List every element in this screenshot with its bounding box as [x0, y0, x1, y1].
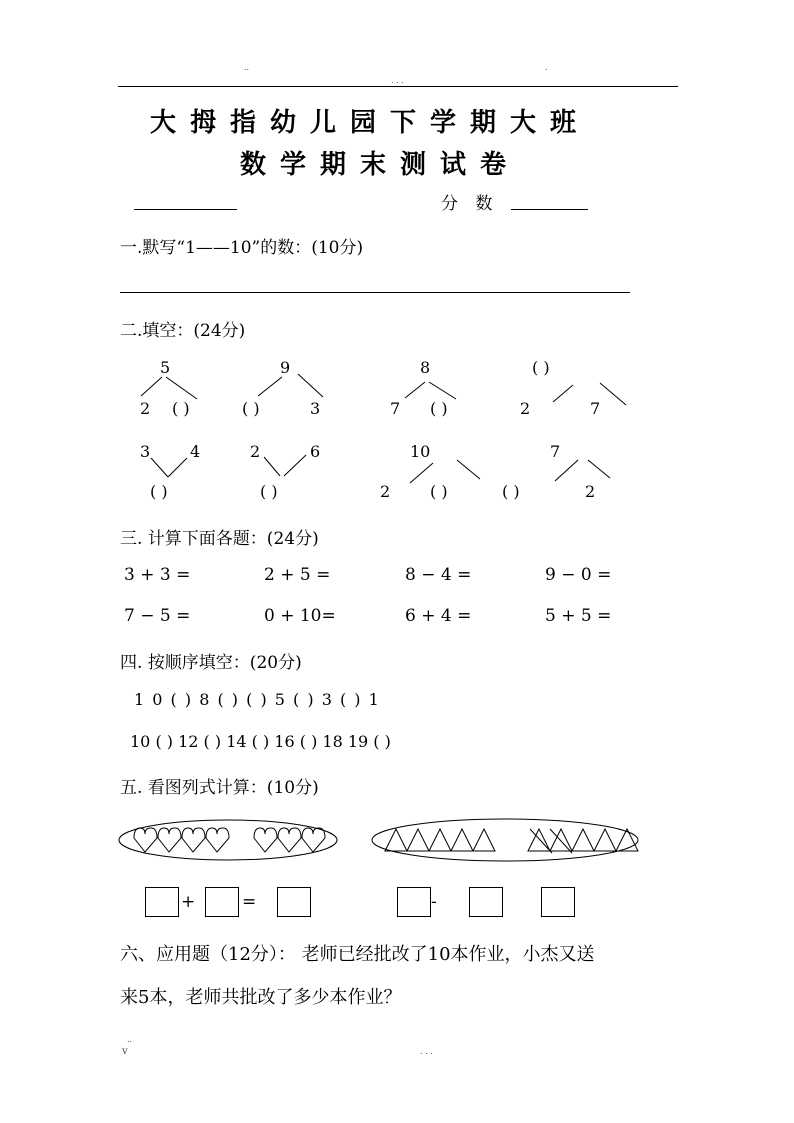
tree1-branch-right	[166, 377, 197, 399]
tree2-left: ( )	[242, 399, 260, 418]
tree2-branch-left	[258, 377, 282, 396]
word-problem-line1: 六、应用题（12分）： 老师已经批改了10本作业，小杰又送	[120, 944, 595, 965]
triangles-group	[385, 829, 638, 853]
triangles-oval	[372, 819, 638, 861]
footer-dots-mid: . . .	[420, 1047, 433, 1056]
sequence-row1: 1 0 ( ) 8 ( ) ( ) 5 ( ) 3 ( ) 1	[134, 690, 379, 709]
sequence-row2: 10 ( ) 12 ( ) 14 ( ) 16 ( ) 18 19 ( )	[130, 732, 391, 751]
tree8-top: 7	[550, 442, 561, 461]
tree2-top: 9	[280, 358, 291, 377]
calc-1: 3 + 3 =	[124, 565, 191, 585]
tree7-branch-left	[410, 463, 433, 483]
calc-2: 2 + 5 =	[264, 565, 331, 585]
calc-5: 7 − 5 =	[124, 606, 191, 626]
calc-3: 8 − 4 =	[405, 565, 472, 585]
calc-4: 9 − 0 =	[545, 565, 612, 585]
header-dots-left: ..	[244, 63, 250, 72]
tree8-right: 2	[585, 482, 596, 501]
tree2-branch-right	[298, 374, 323, 397]
triangle-icon	[616, 829, 638, 851]
calc-8: 5 + 5 =	[545, 606, 612, 626]
triangle-icon	[473, 829, 495, 851]
section4-heading: 四. 按顺序填空：(20分)	[120, 653, 302, 673]
section3-heading: 三. 计算下面各题：(24分)	[120, 529, 319, 549]
tree5-branch-left	[151, 458, 168, 477]
tree1-left: 2	[140, 399, 151, 418]
tree4-left: 2	[520, 399, 531, 418]
heart-icon	[254, 828, 277, 852]
tree1-right: ( )	[172, 399, 190, 418]
heart-icon	[134, 828, 157, 852]
heart-icon	[206, 828, 229, 852]
footer-mark-v: v	[122, 1046, 128, 1057]
section2-heading: 二.填空：(24分)	[120, 321, 246, 341]
heart-icon	[158, 828, 181, 852]
calc-7: 6 + 4 =	[405, 606, 472, 626]
tree5-left: 3	[140, 442, 151, 461]
tree6-bottom: ( )	[260, 482, 278, 501]
section1-heading: 一.默写“1——10”的数：(10分)	[120, 238, 364, 258]
minus-sign: -	[431, 892, 437, 912]
tree7-right: ( )	[430, 482, 448, 501]
tree6-left: 2	[250, 442, 261, 461]
footer-dots-left: ..	[127, 1035, 133, 1044]
tree1-branch-left	[141, 377, 162, 396]
tree6-branch-right	[284, 455, 306, 476]
header-dots-right: .	[545, 63, 548, 72]
equals-sign: =	[242, 892, 257, 912]
heart-icon	[278, 828, 301, 852]
word-problem-line2: 来5本，老师共批改了多少本作业？	[120, 987, 402, 1008]
tree4-branch-right	[600, 383, 626, 405]
tree8-branch-right	[588, 460, 610, 478]
heart-icon	[302, 828, 325, 852]
exam-title-line1: 大拇指幼儿园下学期大班	[150, 108, 591, 138]
tree5-branch-right	[168, 458, 187, 477]
triangle-icon	[572, 829, 594, 851]
tree3-top: 8	[420, 358, 431, 377]
triangle-icon	[385, 829, 407, 851]
tree6-right: 6	[310, 442, 321, 461]
plus-sign: +	[181, 892, 196, 912]
tree1-top: 5	[160, 358, 171, 377]
tree4-branch-left	[553, 385, 573, 402]
exam-title-line2: 数学期末测试卷	[240, 150, 521, 180]
strike-mark	[550, 829, 572, 853]
hearts-oval	[119, 820, 337, 860]
triangle-icon	[429, 829, 451, 851]
tree4-top: ( )	[532, 358, 550, 377]
heart-icon	[182, 828, 205, 852]
tree5-right: 4	[190, 442, 201, 461]
header-dots-mid: . . .	[391, 76, 404, 85]
section5-heading: 五. 看图列式计算：(10分)	[120, 778, 319, 798]
tree3-branch-right	[429, 382, 456, 399]
tree5-bottom: ( )	[150, 482, 168, 501]
triangle-icon	[407, 829, 429, 851]
tree6-branch-left	[264, 457, 280, 476]
hearts-group	[134, 828, 325, 852]
tree8-branch-left	[555, 460, 578, 481]
triangle-icon	[594, 829, 616, 851]
calc-6: 0 + 10=	[264, 606, 336, 626]
tree2-right: 3	[310, 399, 321, 418]
triangle-icon	[451, 829, 473, 851]
tree3-right: ( )	[430, 399, 448, 418]
tree7-top: 10	[410, 442, 431, 461]
tree3-branch-left	[405, 382, 425, 398]
tree8-left: ( )	[502, 482, 520, 501]
score-label: 分 数	[441, 194, 499, 214]
tree7-branch-right	[457, 460, 480, 479]
tree3-left: 7	[390, 399, 401, 418]
tree4-right: 7	[590, 399, 601, 418]
tree7-left: 2	[380, 482, 391, 501]
